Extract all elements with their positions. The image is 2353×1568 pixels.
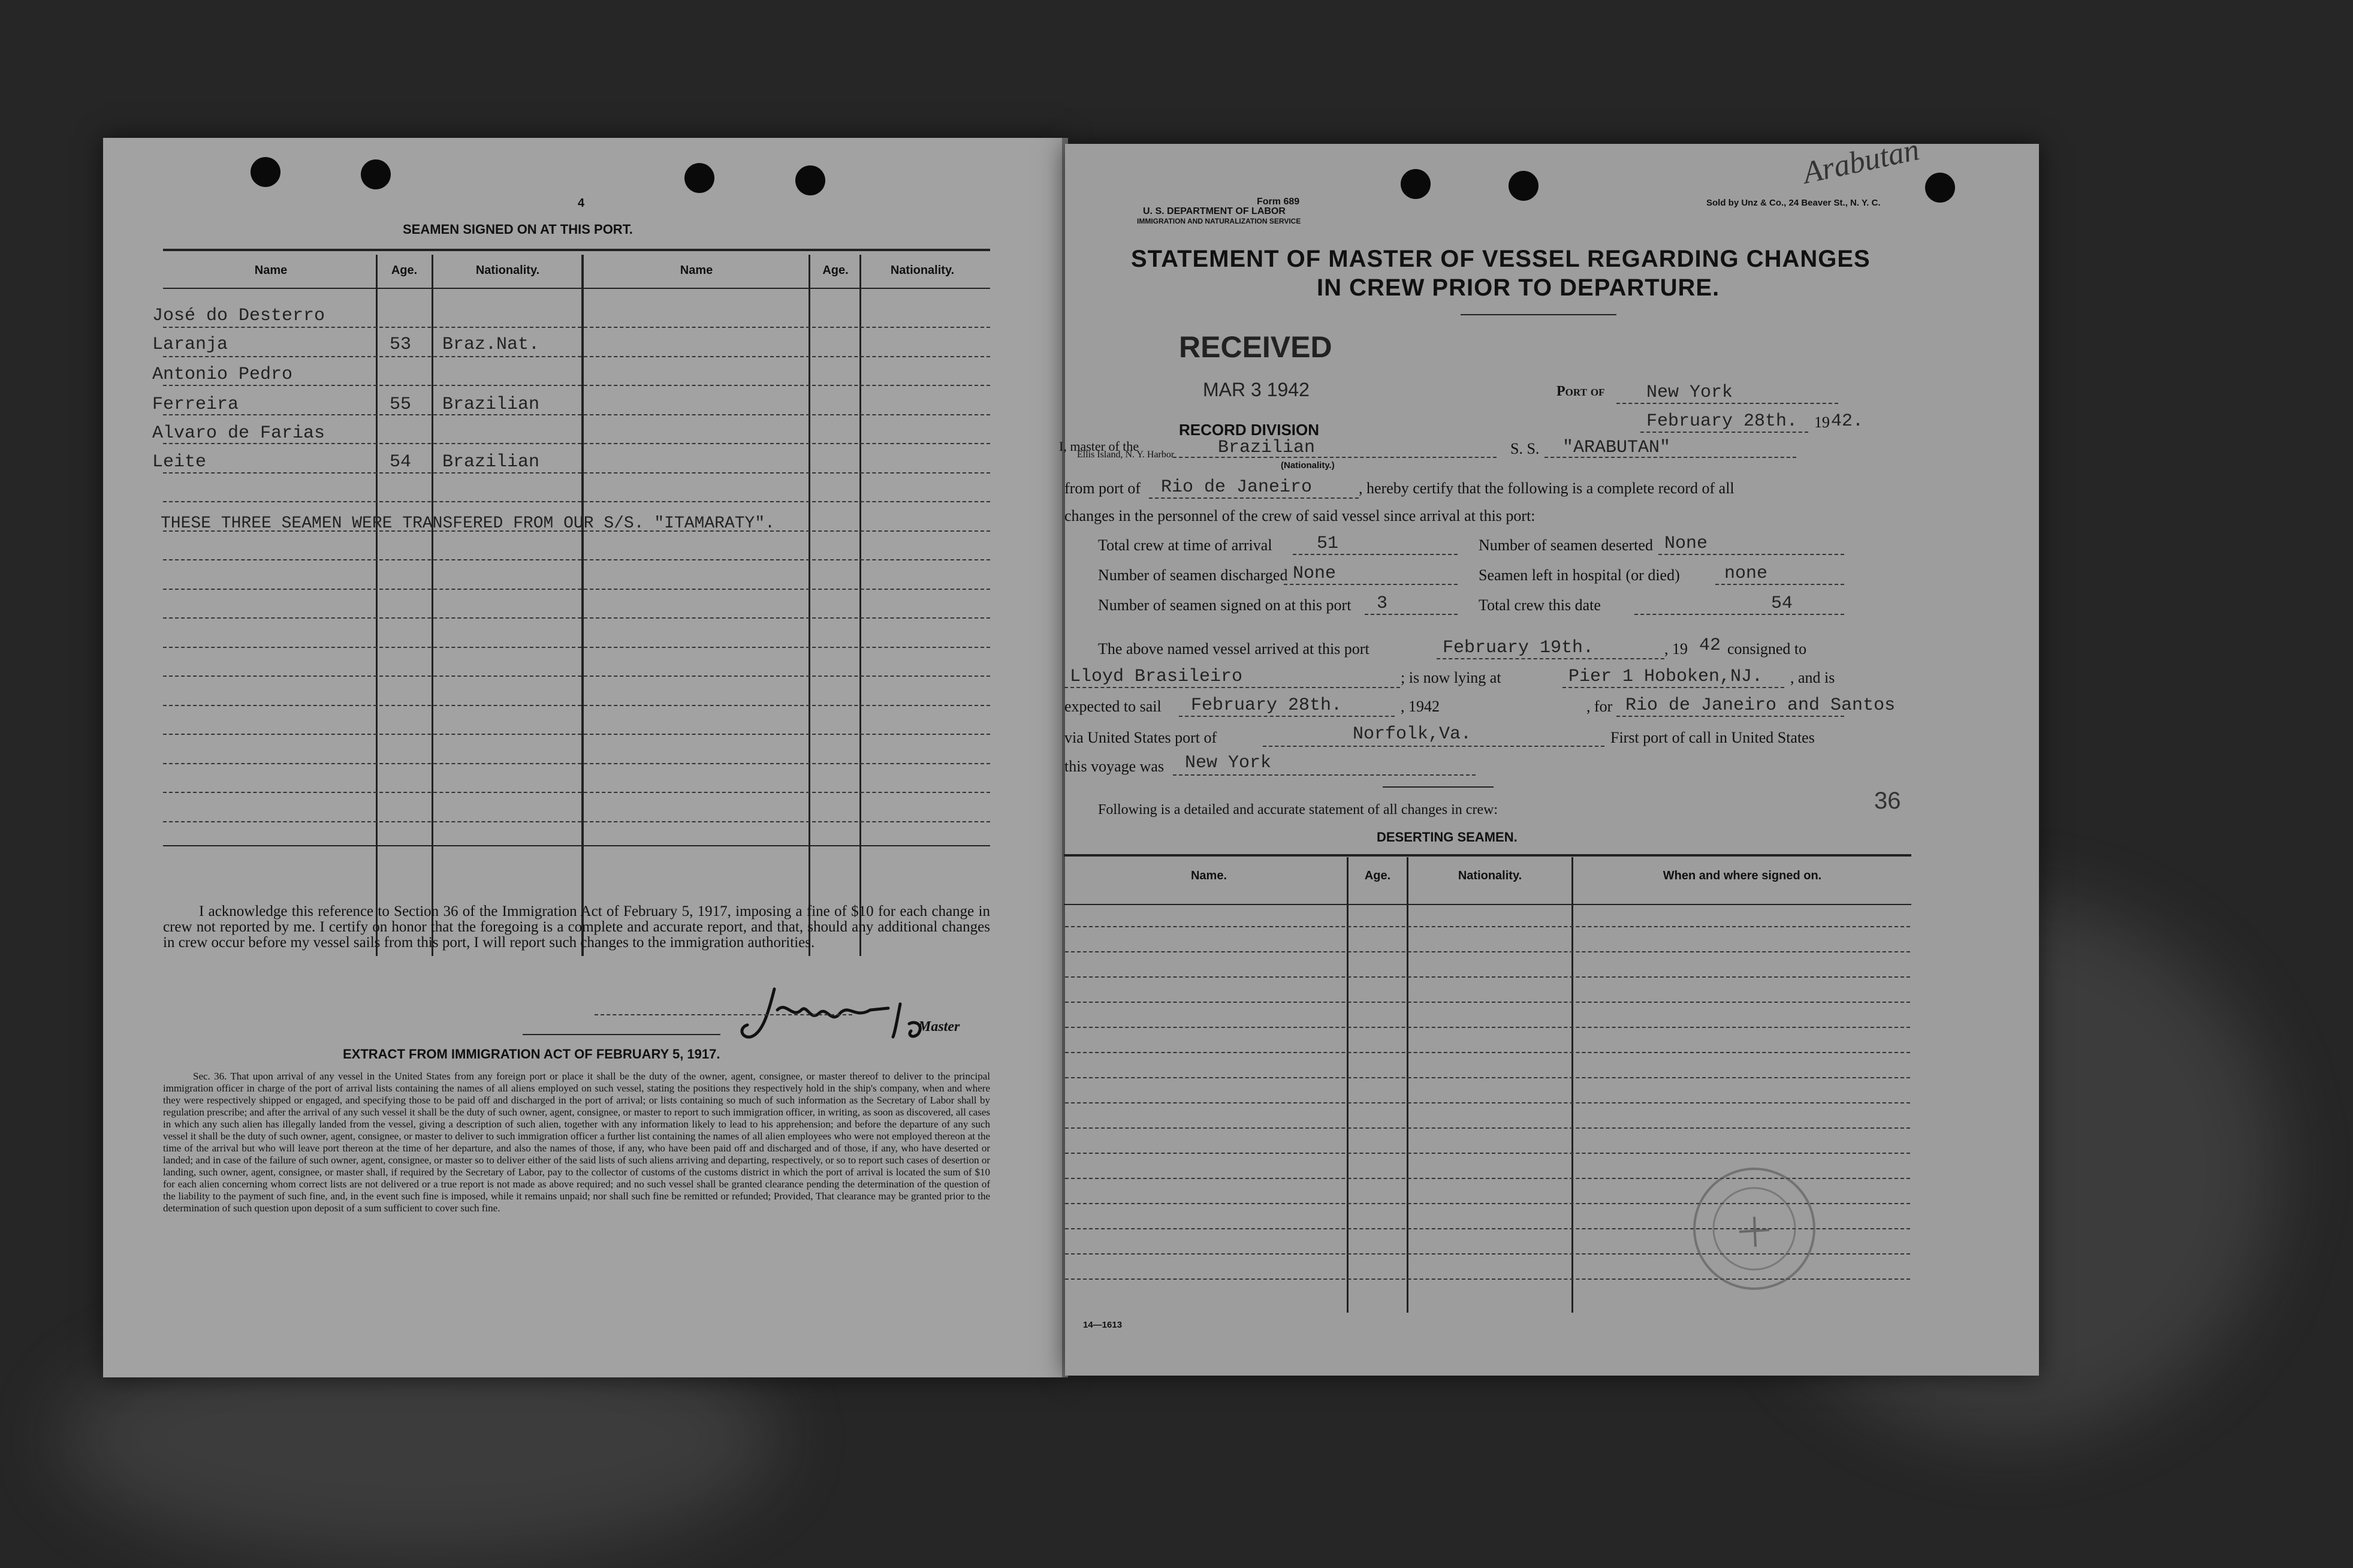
following-text: Following is a detailed and accurate statement of all changes in crew: [1098,802,1498,818]
ship-name-line [1544,457,1796,458]
column-divider [859,255,861,956]
signed-on-label: Number of seamen signed on at this port [1098,596,1352,614]
handwritten-number: 36 [1874,788,1901,814]
record-division: RECORD DIVISION [1179,421,1320,439]
table-rule-line [163,385,990,386]
column-divider [1407,857,1408,1313]
for-line [1616,716,1844,717]
table-rule-line [1065,926,1910,927]
ss-label: S. S. [1510,440,1540,457]
hospital-label: Seamen left in hospital (or died) [1479,566,1680,584]
punch-hole [1509,171,1538,201]
column-header-age: Age. [1364,869,1391,882]
hospital-value: none [1724,563,1768,584]
nationality-value: Brazilian [1218,438,1316,458]
table-rule-line [1065,1102,1910,1103]
seaman-age: 53 [390,334,412,355]
arrived-line [1437,658,1664,659]
arrived-year-prefix: , 19 [1664,640,1688,658]
discharged-label: Number of seamen discharged [1098,566,1288,584]
seaman-name: Leite [152,452,207,472]
table-rule-line [163,676,990,677]
table-rule-line [1065,1127,1910,1129]
changes-text: changes in the personnel of the crew of said vessel since arrival at this port: [1064,507,1536,524]
deserted-value: None [1664,533,1708,554]
table-rule-line [163,647,990,648]
table-rule-line [163,821,990,822]
master-of-label: I, master of the [1059,439,1139,454]
seaman-nationality: Braz.Nat. [442,334,540,355]
punch-hole [1401,169,1431,199]
seaman-name: Antonio Pedro [152,364,293,385]
table-rule-line [163,414,990,415]
date-line [1640,432,1808,433]
table-rule-line [163,705,990,706]
nationality-line [1173,457,1497,458]
column-divider [581,255,584,956]
signed-on-value: 3 [1377,593,1388,614]
expected-label: expected to sail [1064,698,1162,715]
port-line [1616,403,1838,404]
certify-text: , hereby certify that the following is a complete record of all [1359,480,1734,497]
voyage-value: New York [1185,753,1272,773]
page-number: 4 [578,197,585,210]
discharged-value: None [1293,563,1337,584]
total-crew-arrival-label: Total crew at time of arrival [1098,536,1272,554]
column-divider [432,255,433,956]
transfer-note: THESE THREE SEAMEN WERE TRANSFERED FROM OUR S/S. "ITAMARATY". [161,514,775,533]
column-header-signed-on: When and where signed on. [1663,869,1822,882]
lying-label: ; is now lying at [1401,669,1501,686]
received-date: MAR 3 1942 [1203,379,1310,400]
footer-code: 14—1613 [1083,1320,1123,1330]
column-header-age: Age. [822,264,849,277]
table-bottom-rule [163,845,990,846]
column-header-name: Name [680,264,713,277]
handwritten-ship-name: Arabutan [1800,132,1923,191]
punch-hole [361,159,391,189]
expected-value: February 28th. [1191,695,1343,716]
extract-text: Sec. 36. That upon arrival of any vessel in the United States from any foreign port or place it shall be the duty of the owner, agent, consignee, or master thereof to deliver to the principal immigration officer in charge of the port of arrival lists containing the names of all aliens employed on such vessel, stating the positions they respectively hold in the ship's company, when and where they were respectively shipped or engaged, and specifying those to be paid off and discharged in the port of arrival; or lists containing so much of such information as the Secretary of Labor shall by regulation prescribe; and after the arrival of any such vessel it shall be the duty of such owner, agent, consignee, or master to report to such immigration officer, in writing, as soon as discovered, all cases in which any such alien has illegally landed from the vessel, giving a description of such alien, together with any information likely to lead to his apprehension; and before the departure of any such vessel it shall be the duty of such owner, agent, consignee, or master to deliver to such immigration officer a further list containing the names of all alien employees who were not employed thereon at the time of the arrival but who will leave port thereon at the time of her departure, and also the names of those, if any, who have been paid off and discharged and of those, if any, who have deserted or landed; and in case of the failure of such owner, agent, consignee, or master so to deliver either of the said lists of such aliens arriving and departing, respectively, or so to report such cases of desertion or landing, such owner, agent, consignee, or master shall, if required by the Secretary of Labor, pay to the collector of customs of the customs district in which the port of arrival is located the sum of $10 for each alien concerning whom correct lists are not delivered or a true report is not made as above required; and no such vessel shall be granted clearance pending the determination of the question of the liability to the payment of such fine, and, in the event such fine is imposed, while it remains unpaid; nor shall such fine be remitted or refunded; Provided, That clearance may be granted prior to the determination of such question upon deposit of a sum sufficient to cover such fine. [163,1071,990,1214]
title-underline [1461,314,1616,315]
column-divider [809,255,810,956]
total-crew-date-line [1634,614,1844,615]
deserted-label: Number of seamen deserted [1479,536,1653,554]
seaman-age: 54 [390,452,412,472]
table-rule-line [1065,976,1910,978]
section-title: SEAMEN SIGNED ON AT THIS PORT. [403,222,633,237]
seaman-name: Laranja [152,334,228,355]
extract-title: EXTRACT FROM IMMIGRATION ACT OF FEBRUARY 5, 1917. [343,1047,720,1062]
consigned-label: consigned to [1727,640,1807,658]
form-number: Form 689 [1257,197,1300,207]
arrived-label: The above named vessel arrived at this port [1098,640,1369,658]
column-divider [1347,857,1349,1313]
for-label: , for [1586,698,1613,715]
table-rule-line [163,501,990,502]
punch-hole [251,157,280,187]
divider-rule [1383,786,1494,788]
table-rule-line [1065,1077,1910,1078]
ship-name: "ARABUTAN" [1562,438,1671,458]
port-label: Port of [1556,384,1605,399]
table-rule-line [163,472,990,474]
year-prefix: 19 [1814,414,1830,431]
table-rule-line [1065,951,1910,952]
first-port-label: First port of call in United States [1610,729,1815,746]
from-port-line [1149,497,1359,499]
table-rule-line [1065,1002,1910,1003]
seal-stamp [1688,1163,1820,1295]
deserting-table-top [1064,854,1911,857]
printer-credit: Sold by Unz & Co., 24 Beaver St., N. Y. C. [1706,198,1881,208]
table-rule-line [1065,1153,1910,1154]
voyage-line [1173,774,1476,776]
form-title-line2: IN CREW PRIOR TO DEPARTURE. [1317,275,1720,301]
column-header-name: Name. [1190,869,1227,882]
punch-hole [795,165,825,195]
seaman-nationality: Brazilian [442,452,540,472]
signature-line [595,1014,852,1015]
table-rule-line [163,763,990,764]
service-name: IMMIGRATION AND NATURALIZATION SERVICE [1137,217,1301,225]
table-rule-line [163,617,990,619]
table-rule-line [1065,1027,1910,1028]
total-crew-arrival-value: 51 [1317,533,1339,554]
signature-underline [523,1034,720,1035]
expected-line [1179,716,1395,717]
consignee-line [1064,687,1400,688]
table-rule-line [163,589,990,590]
department-name: U. S. DEPARTMENT OF LABOR [1143,206,1286,216]
seaman-name: José do Desterro [152,306,325,326]
right-page [1059,132,2039,1376]
arrived-value: February 19th. [1443,638,1594,658]
via-line [1263,746,1604,747]
statement-year: 42. [1831,411,1864,432]
received-stamp: RECEIVED [1179,330,1332,364]
table-rule-line [163,327,990,328]
ellis-island-stamp: Ellis Island, N. Y. Harbor [1077,450,1175,460]
from-port-value: Rio de Janeiro [1161,477,1313,497]
via-value: Norfolk,Va. [1353,724,1472,744]
punch-hole [1925,173,1955,203]
table-top-rule [163,249,990,251]
column-divider [1571,857,1573,1313]
seaman-nationality: Brazilian [442,394,540,415]
table-rule-line [1065,1052,1910,1053]
hospital-line [1715,584,1844,585]
column-header-nationality: Nationality. [1458,869,1522,882]
deserted-line [1658,554,1844,555]
master-label: Master [918,1019,960,1035]
discharged-line [1284,584,1458,585]
total-crew-arrival-line [1293,554,1458,555]
signed-on-line [1365,614,1458,615]
table-rule-line [163,559,990,560]
seaman-name: Ferreira [152,394,239,415]
seaman-name: Alvaro de Farias [152,423,325,444]
deserting-table-header-rule [1064,904,1911,905]
total-crew-date-value: 54 [1771,593,1793,614]
column-header-nationality: Nationality. [890,264,955,277]
left-page [103,138,1065,1377]
acknowledgement-text: I acknowledge this reference to Section 36 of the Immigration Act of February 5, 1917, imposing a fine of $10 for each change in crew not reported by me. I certify on honor that the foregoing is a complete and accurate report, and that, should any additional changes in crew occur before my vessel sails from this port, I will report such changes to the immigration authorities. [163,903,990,951]
nationality-caption: (Nationality.) [1281,460,1335,471]
consignee-value: Lloyd Brasileiro [1070,667,1243,687]
statement-date: February 28th. [1646,411,1798,432]
expected-year: , 1942 [1401,698,1440,715]
port-value: New York [1646,382,1733,403]
arrived-year: 42 [1699,635,1721,656]
column-header-nationality: Nationality. [475,264,540,277]
table-header-rule [163,288,990,289]
form-title-line1: STATEMENT OF MASTER OF VESSEL REGARDING CHANGES [1131,246,1871,272]
table-rule-line [163,792,990,793]
and-is-label: , and is [1790,669,1835,686]
column-header-name: Name [254,264,288,277]
column-divider [376,255,378,956]
column-header-age: Age. [391,264,418,277]
for-value: Rio de Janeiro and Santos [1625,695,1896,716]
via-label: via United States port of [1064,729,1217,746]
lying-value: Pier 1 Hoboken,NJ. [1568,667,1763,687]
total-crew-date-label: Total crew this date [1479,596,1601,614]
lying-line [1562,687,1784,688]
seaman-age: 55 [390,394,412,415]
from-port-label: from port of [1064,480,1141,497]
voyage-label: this voyage was [1064,758,1165,775]
punch-hole [684,163,714,193]
deserting-title: DESERTING SEAMEN. [1377,830,1518,845]
table-rule-line [163,734,990,735]
table-rule-line [163,356,990,357]
